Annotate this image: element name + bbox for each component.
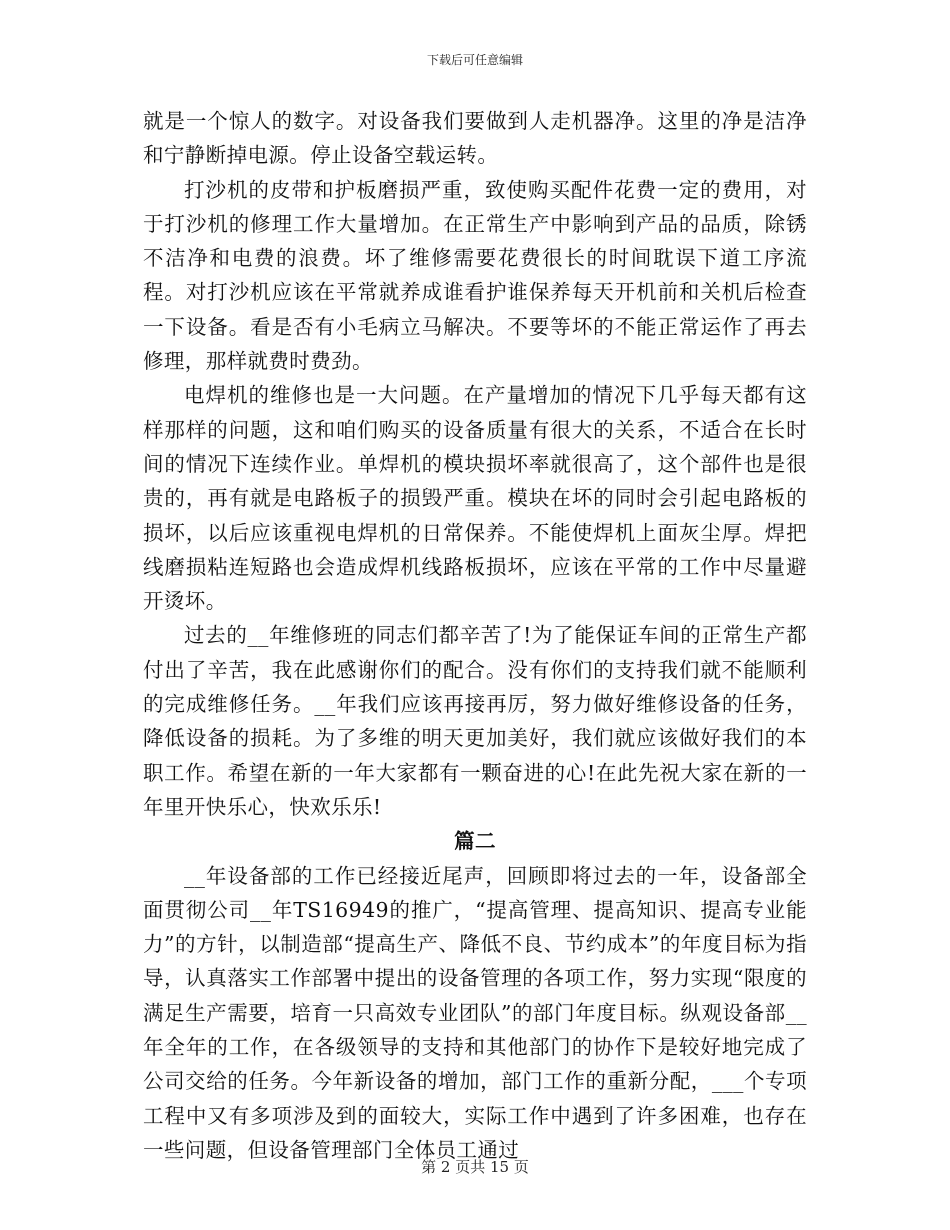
page-number: 第 2 页共 15 页 xyxy=(421,1158,529,1176)
paragraph-continued: 就是一个惊人的数字。对设备我们要做到人走机器净。这里的净是洁净和宁静断掉电源。停止设备空载运转。 xyxy=(143,109,807,168)
paragraph-thanks: 过去的__年维修班的同志们都辛苦了!为了能保证车间的正常生产都付出了辛苦，我在此感谢你们的配合。没有你们的支持我们就不能顺利的完成维修任务。__年我们应该再接再厉，努力做好维修设备的任务，降低设备的损耗。为了多维的明天更加美好，我们就应该做好我们的本职工作。希望在新的一年大家都有一颗奋进的心!在此先祝大家在新的一年里开快乐心，快欢乐乐! xyxy=(143,623,807,819)
paragraph-welding-machine: 电焊机的维修也是一大问题。在产量增加的情况下几乎每天都有这样那样的问题，这和咱们购买的设备质量有很大的关系，不适合在长时间的情况下连续作业。单焊机的模块损坏率就很高了，这个部件也是很贵的，再有就是电路板子的损毁严重。模块在坏的同时会引起电路板的损坏，以后应该重视电焊机的日常保养。不能使焊机上面灰尘厚。焊把线磨损粘连短路也会造成焊机线路板损坏，应该在平常的工作中尽量避开烫坏。 xyxy=(143,383,807,614)
page-header-note: 下载后可任意编辑 xyxy=(426,53,523,67)
paragraph-equipment-department: __年设备部的工作已经接近尾声，回顾即将过去的一年，设备部全面贯彻公司__年TS16949的推广，“提高管理、提高知识、提高专业能力”的方针，以制造部“提高生产、降低不良、节约成本”的年度目标为指导，认真落实工作部署中提出的设备管理的各项工作，努力实现“限度的满足生产需要，培育一只高效专业团队”的部门年度目标。纵观设备部__年全年的工作，在各级领导的支持和其他部门的协作下是较好地完成了公司交给的任务。今年新设备的增加，部门工作的重新分配，___个专项工程中又有多项涉及到的面较大，实际工作中遇到了许多困难，也存在一些问题，但设备管理部门全体员工通过 xyxy=(143,863,807,1162)
document-body xyxy=(143,104,807,1167)
section-title: 篇二 xyxy=(454,829,496,854)
paragraph-sand-machine: 打沙机的皮带和护板磨损严重，致使购买配件花费一定的费用，对于打沙机的修理工作大量增加。在正常生产中影响到产品的品质，除锈不洁净和电费的浪费。坏了维修需要花费很长的时间耽误下道工序流程。对打沙机应该在平常就养成谁看护谁保养每天开机前和关机后检查一下设备。看是否有小毛病立马解决。不要等坏的不能正常运作了再去修理，那样就费时费劲。 xyxy=(143,177,807,374)
